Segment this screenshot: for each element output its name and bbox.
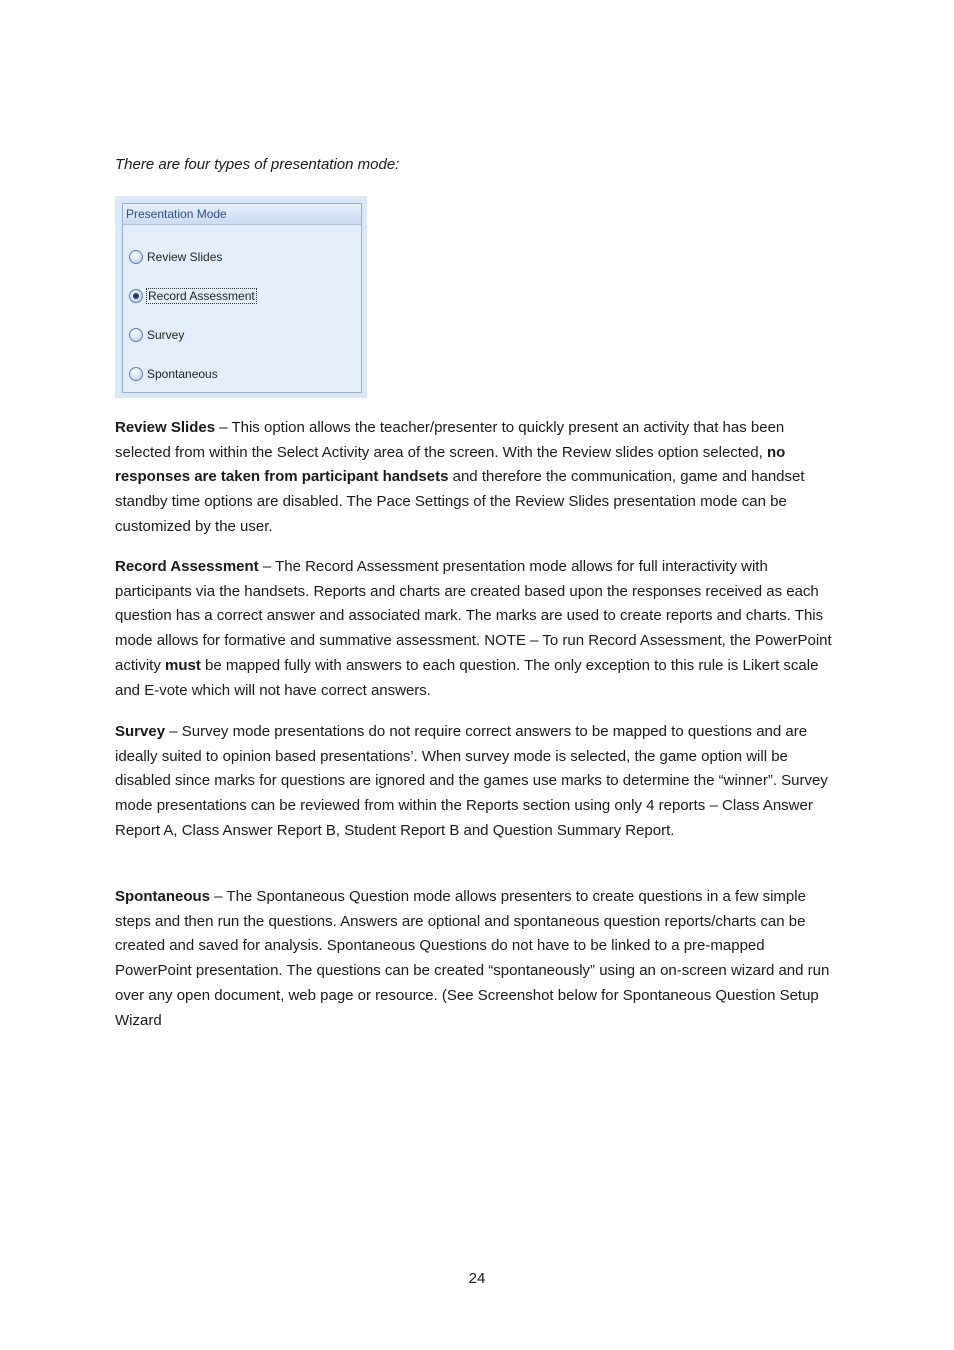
page-number: 24 (468, 1270, 486, 1287)
term-record-assessment: Record Assessment (115, 558, 259, 575)
option-label: Survey (147, 328, 185, 342)
paragraph-spontaneous (115, 885, 840, 1033)
paragraph-record-assessment (115, 555, 840, 703)
paragraph-text: and therefore the communication, game and handset standby time options are disabled. The Pace Settings of the Review Slides presentation mode can be customized by the user. (115, 468, 805, 535)
term-review-slides: Review Slides (115, 419, 216, 436)
paragraph-text: be mapped fully with answers to each question. The only exception to this rule is Likert scale and E-vote which will not have correct answers. (115, 656, 819, 699)
emphasis-text: no responses are taken from participant handsets (115, 443, 786, 486)
radio-review-slides[interactable] (129, 248, 222, 266)
radio-unchecked-icon[interactable] (129, 328, 143, 342)
term-spontaneous: Spontaneous (115, 888, 211, 905)
paragraph-review-slides (115, 416, 840, 540)
radio-survey[interactable] (129, 326, 184, 344)
paragraph-text: – The Spontaneous Question mode allows presenters to create questions in a few simple steps and then run the questions. Answers are optional and spontaneous question reports/charts can be created and saved for analysis. Spontaneous Questions do not have to be linked to a pre-mapped PowerPoint presentation. The questions can be created “spontaneously” using an on-screen wizard and run over any open document, web page or resource. (See Screenshot below for Spontaneous Question Setup Wizard (115, 888, 830, 1029)
option-label: Record Assessment (148, 289, 255, 303)
radio-spontaneous[interactable] (129, 365, 218, 383)
group-title: Presentation Mode (123, 204, 361, 225)
option-label: Review Slides (147, 250, 223, 264)
presentation-mode-group (122, 203, 362, 393)
radio-record-assessment[interactable] (129, 287, 256, 305)
option-label: Spontaneous (147, 367, 218, 381)
radio-dot-icon (133, 293, 139, 299)
presentation-mode-screenshot (115, 196, 367, 398)
term-survey: Survey (115, 723, 166, 740)
radio-unchecked-icon[interactable] (129, 367, 143, 381)
paragraph-text: – The Record Assessment presentation mode allows for full interactivity with participants via the handsets. Reports and charts are created based upon the responses received as each question has a correct answer and associated mark. The marks are used to create reports and charts. This mode allows for formative and summative assessment. NOTE – To run Record Assessment, the PowerPoint activity (115, 558, 832, 674)
paragraph-survey (115, 720, 840, 844)
paragraph-text: – Survey mode presentations do not require correct answers to be mapped to questions and are ideally suited to opinion based presentations’. When survey mode is selected, the game option will be disabled since marks for questions are ignored and the games use marks to determine the “winner”. Survey mode presentations can be reviewed from within the Reports section using only 4 reports – Class Answer Report A, Class Answer Report B, Student Report B and Question Summary Report. (115, 723, 828, 839)
radio-checked-icon[interactable] (129, 289, 143, 303)
intro-text: There are four types of presentation mode: (115, 156, 400, 173)
paragraph-text: – This option allows the teacher/presenter to quickly present an activity that has been selected from within the Select Activity area of the screen. With the Review slides option selected, (115, 419, 785, 461)
emphasis-text: must (165, 656, 201, 674)
radio-unchecked-icon[interactable] (129, 250, 143, 264)
